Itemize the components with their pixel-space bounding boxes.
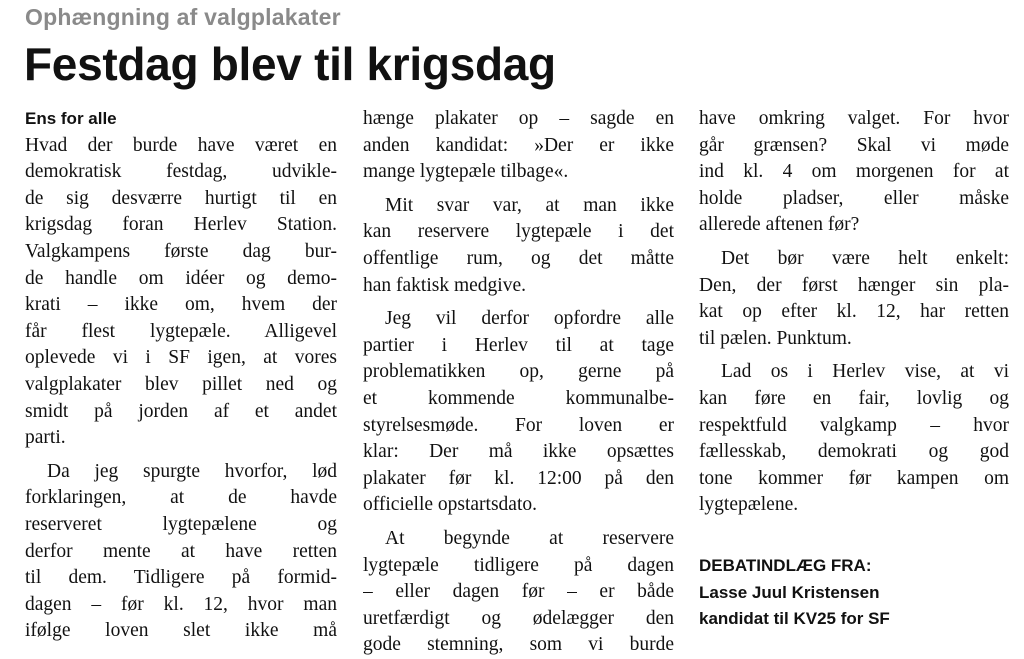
body-line: klar: Der må ikke opsættes	[363, 441, 674, 463]
body-line: problematikken op, gerne på	[363, 361, 674, 383]
body-line: respektfuld valgkamp – hvor	[699, 414, 1009, 436]
body-line: forklaringen, at de havde	[25, 487, 337, 509]
body-line: han faktisk medgive.	[363, 274, 526, 296]
body-line: have omkring valget. For hvor	[699, 108, 1009, 129]
subhead: Ens for alle	[25, 109, 117, 128]
body-line: de sig desværre hurtigt til en	[25, 187, 337, 209]
paragraph-gap	[363, 186, 674, 193]
body-line: uretfærdigt og ødelægger den	[363, 607, 674, 629]
paragraph-gap	[363, 519, 674, 526]
paragraph-gap	[25, 452, 337, 459]
body-line: allerede aftenen før?	[699, 214, 860, 236]
body-line: hænge plakater op – sagde en	[363, 108, 674, 129]
headline: Festdag blev til krigsdag	[24, 38, 556, 90]
body-line: til dem. Tidligere på formid-	[25, 567, 337, 589]
body-line: plakater før kl. 12:00 på den	[363, 467, 674, 489]
article-column-2	[363, 106, 674, 659]
body-line: fællesskab, demokrati og god	[699, 441, 1009, 463]
body-line: reserveret lygtepælene og	[25, 513, 337, 535]
body-line: parti.	[25, 427, 66, 449]
body-line: mange lygtepæle tilbage«.	[363, 161, 569, 183]
body-line: Lad os i Herlev vise, at vi	[721, 361, 1009, 383]
body-line: partier i Herlev til at tage	[363, 334, 674, 356]
body-line: et kommende kommunalbe-	[363, 387, 674, 409]
body-line: lygtepælene.	[699, 494, 799, 516]
signature-label: DEBATINDLÆG FRA:	[699, 556, 872, 575]
body-line: tone kommer før kampen om	[699, 467, 1009, 489]
kicker: Ophængning af valgplakater	[25, 4, 341, 30]
body-line: Hvad der burde have været en	[25, 134, 337, 156]
paragraph-gap	[699, 239, 1009, 246]
body-line: til pælen. Punktum.	[699, 327, 852, 349]
body-line: offentlige rum, og det måtte	[363, 247, 674, 269]
paragraph-gap	[363, 299, 674, 306]
body-line: Den, der først hænger sin pla-	[699, 274, 1009, 296]
body-line: lygtepæle tidligere på dagen	[363, 554, 674, 576]
body-line: går grænsen? Skal vi møde	[699, 134, 1009, 156]
body-line: holde pladser, eller måske	[699, 187, 1009, 209]
paragraph-gap	[699, 352, 1009, 359]
body-line: får flest lygtepæle. Alligevel	[25, 320, 337, 342]
body-line: valgplakater blev pillet ned og	[25, 373, 337, 395]
body-line: gode stemning, som vi burde	[363, 634, 674, 656]
body-line: Valgkampens første dag bur-	[25, 240, 337, 262]
body-line: krigsdag foran Herlev Station.	[25, 214, 337, 236]
body-line: ind kl. 4 om morgenen for at	[699, 161, 1009, 183]
body-line: de handle om idéer og demo-	[25, 267, 337, 289]
body-line: officielle opstartsdato.	[363, 494, 538, 516]
body-line: oplevede vi i SF igen, at vores	[25, 347, 337, 369]
article-column-3	[699, 106, 1009, 519]
body-line: krati – ikke om, hvem der	[25, 294, 337, 316]
body-line: Da jeg spurgte hvorfor, lød	[47, 460, 337, 482]
body-line: kat op efter kl. 12, har retten	[699, 301, 1009, 323]
body-line: derfor mente at have retten	[25, 540, 337, 562]
body-line: At begynde at reservere	[385, 527, 674, 549]
author-role: kandidat til KV25 for SF	[699, 609, 890, 628]
article-column-1	[25, 106, 337, 645]
body-line: anden kandidat: »Der er ikke	[363, 134, 674, 156]
body-line: kan reservere lygtepæle i det	[363, 221, 674, 243]
body-line: smidt på jorden af et andet	[25, 400, 337, 422]
body-line: ifølge loven slet ikke må	[25, 620, 337, 642]
body-line: kan føre en fair, lovlig og	[699, 387, 1009, 409]
body-line: Mit svar var, at man ikke	[385, 194, 674, 216]
body-line: dagen – før kl. 12, hvor man	[25, 593, 337, 615]
author-signature	[699, 553, 1009, 633]
author-name: Lasse Juul Kristensen	[699, 582, 880, 602]
body-line: Det bør være helt enkelt:	[721, 247, 1009, 269]
body-line: demokratisk festdag, udvikle-	[25, 161, 337, 183]
body-line: Jeg vil derfor opfordre alle	[385, 308, 674, 330]
body-line: – eller dagen før – er både	[363, 581, 674, 603]
body-line: styrelsesmøde. For loven er	[363, 414, 674, 436]
